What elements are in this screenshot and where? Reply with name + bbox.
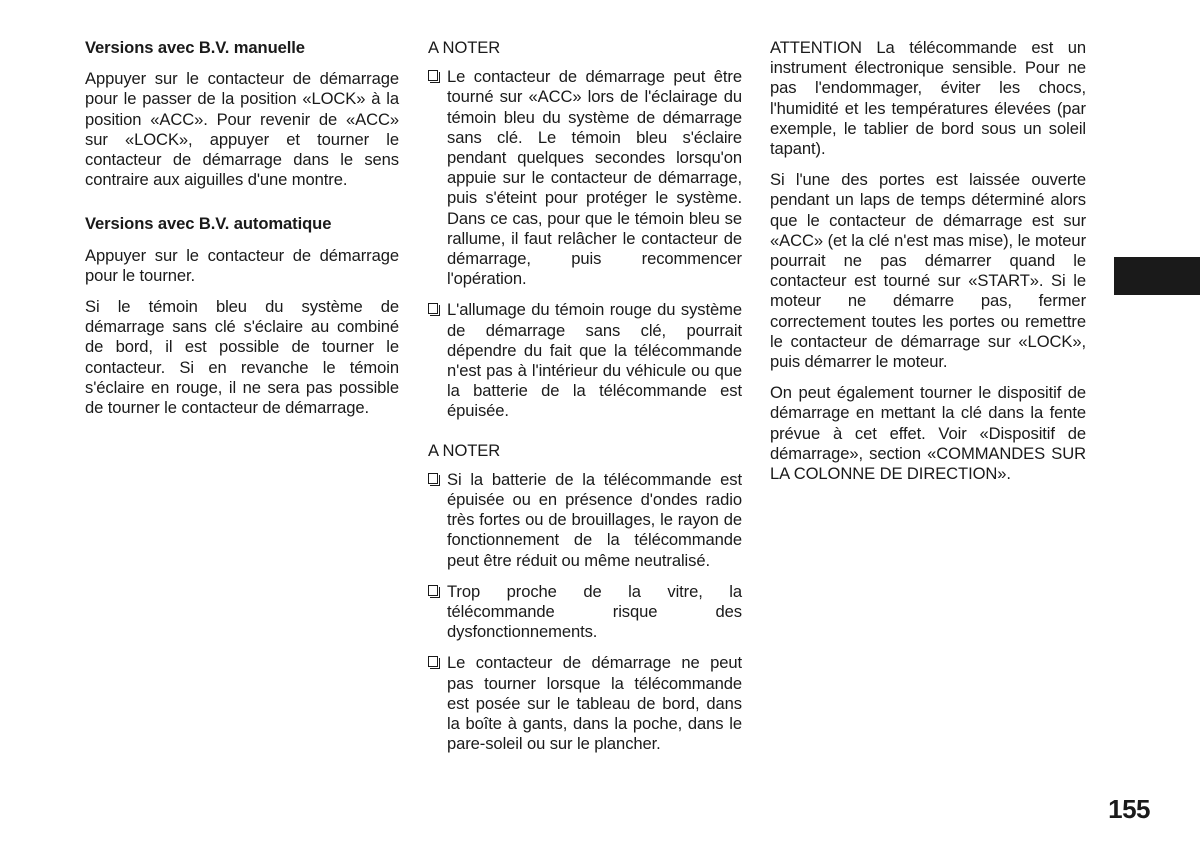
note-bullet-text: Trop proche de la vitre, la télécommande risque des dysfonctionnements. [447, 581, 742, 642]
checkbox-bullet-icon [428, 70, 438, 81]
checkbox-bullet-icon [428, 585, 438, 596]
right-column [770, 38, 1086, 495]
paragraph-manual-gearbox: Appuyer sur le contacteur de démarrage pour le passer de la position «LOCK» à la position «ACC». Pour revenir de «ACC» sur «LOCK», appuyer et tourner le contacteur de démarrage dans le sens contraire aux aiguilles d'une montre. [85, 69, 399, 190]
heading-automatic-gearbox: Versions avec B.V. automatique [85, 214, 332, 234]
note-bullet-text: Le contacteur de démarrage ne peut pas tourner lorsque la télécommande est posée sur le tableau de bord, dans la boîte à gants, dans la poche, dans le pare-soleil ou sur le plancher. [447, 653, 742, 754]
heading-manual-gearbox: Versions avec B.V. manuelle [85, 38, 305, 57]
page-number: 155 [1108, 794, 1150, 824]
paragraph-key-slot: On peut également tourner le dispositif de démarrage en mettant la clé dans la fente prévue à cet effet. Voir «Dispositif de démarrage», section «COMMANDES SUR LA COLONNE DE DIRECTION». [770, 383, 1086, 484]
note-bullet-item [428, 653, 742, 754]
note-bullet-item [428, 470, 742, 571]
checkbox-bullet-icon [428, 656, 438, 667]
left-column [85, 38, 399, 429]
checkbox-bullet-icon [428, 303, 438, 314]
note-bullet-item [428, 67, 742, 289]
paragraph-automatic-gearbox: Appuyer sur le contacteur de démarrage pour le tourner. [85, 245, 399, 285]
note-bullet-text: L'allumage du témoin rouge du système de démarrage sans clé, pourrait dépendre du fait que la télécommande n'est pas à l'intérieur du véhicule ou que la batterie de la télécommande est épuisée. [447, 300, 742, 421]
paragraph-doors-open: Si l'une des portes est laissée ouverte pendant un laps de temps déterminé alors que le contacteur de démarrage est sur «ACC» (et la clé n'est mas mise), le moteur pourrait ne pas démarrer quand le contacteur est tourné sur «START». Si le moteur ne démarre pas, fermer correctement toutes les portes ou remettre le contacteur de démarrage sur «LOCK», puis démarrer le moteur. [770, 170, 1086, 372]
note-bullet-item [428, 582, 742, 643]
paragraph-attention: ATTENTION La télécommande est un instrument électronique sensible. Pour ne pas l'endommager, éviter les chocs, l'humidité et les températures élevées (par exemple, le tablier de bord sous un soleil tapant). [770, 38, 1086, 159]
note-bullet-text: Le contacteur de démarrage peut être tourné sur «ACC» lors de l'éclairage du témoin bleu du système de démarrage sans clé. Le témoin bleu s'éclaire pendant quelques secondes lorsqu'on appuie sur le contacteur de démarrage, puis s'éteint pour protéger le système. Dans ce cas, pour que le témoin bleu se rallume, il faut relâcher le contacteur de démarrage, puis recommencer l'opération. [447, 67, 742, 289]
checkbox-bullet-icon [428, 473, 438, 484]
section-tab-marker [1114, 257, 1200, 295]
note-bullet-text: Si la batterie de la télécommande est épuisée ou en présence d'ondes radio très fortes ou de brouillages, le rayon de fonctionnement de la télécommande peut être réduit ou même neutralisé. [447, 469, 742, 570]
paragraph-warning-light: Si le témoin bleu du système de démarrage sans clé s'éclaire au combiné de bord, il est possible de tourner le contacteur. Si en revanche le témoin s'éclaire en rouge, il ne sera pas possible de tourner le contacteur de démarrage. [85, 297, 399, 418]
note-label: A NOTER [428, 440, 501, 460]
note-bullet-item [428, 300, 742, 421]
note-label: A NOTER [428, 38, 501, 57]
middle-column [428, 38, 742, 766]
